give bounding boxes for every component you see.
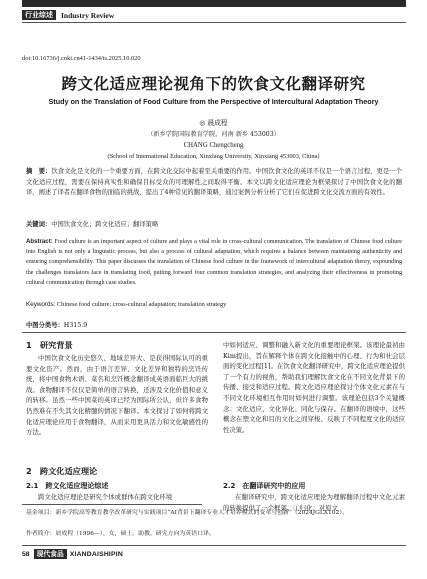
keywords-en-text: Chinese food culture; cross-cultural adaptation; translation strategy [56,301,227,308]
author-name-en: CHANG Chengcheng [183,142,244,149]
abstract-en [26,237,402,288]
author-affiliation-zh: （新乡学院国际教育学院，河南 新乡 453003） [147,131,280,138]
section-tag [22,10,114,20]
sec2-heading: 2 跨文化适应理论 [26,466,98,476]
header-rule [22,22,406,23]
author-affiliation-en: (School of International Education, Xinxiang University, Xinxiang 453003, China) [107,153,320,160]
title-en: Study on the Translation of Food Culture from the Perspective of Intercultural Adaptation Theory [48,97,379,106]
abstract-en-label: Abstract: [26,238,53,245]
doi: doi:10.16736/j.cnki.cn41-1434/ts.2025.10.020 [22,55,141,62]
clc-text: H315.9 [63,322,88,329]
footnote-rule [22,504,202,505]
abstract-zh-label: 摘 要： [26,168,52,175]
magazine-name: XIANDAISHIPIN [69,550,123,558]
title-zh: 跨文化适应理论视角下的饮食文化翻译研究 [61,75,366,93]
author-bio-footnote: 作者简介：晨成程（1996—），女，硕士，助教，研究方向为英语口译。 [26,531,215,537]
footer-rule [22,545,406,546]
fund-footnote: 基金项目：新乡学院高等教育教学改革研究与实践项目“AI背景下翻译专业人才培养模式的变革与创新”（2024JGLX102）。 [26,510,349,516]
page-number: 58 [22,550,30,558]
right-paragraph-1: 中如何适应、调整和融入新文化的重要理论框架。该理论最初由Kim提出，旨在解释个体在跨文化接触中的心理、行为和社会层面的变化过程[1]。在饮食文化翻译研究中，跨文化适应理论提供了一个有力的视角，帮助我们理解饮食文化在不同文化背景下的传播、接受和适应过程。跨文化适应理论探讨个体文化元素在与不同文化环境相互作用时如何进行调整。该理论包括3个关键概念：文化适应、文化异化、同化与保存。在翻译的语境中，这些概念在塑文化和目的文化之间穿梭、反映了不同程度文化的适应性决策。 [223,341,405,434]
keywords-zh [26,220,402,231]
top-bar [22,0,406,7]
abstract-zh [26,167,402,199]
right-paragraph-2: 在翻译研究中，跨文化适应理论为理解翻译过程中文化元素的转换提供了一个框架。①归化：对原文 [223,493,405,512]
sec21-heading: 2.1 跨文化适应理论综述 [26,482,109,490]
abstract-en-text: Food culture is an important aspect of culture and plays a vital role in cross-cultural communication. The translation of Chinese food culture into English is not only a linguistic process, but also a process of cultural adaptation, which requires a balance between maintaining authenticity and ensuring comprehensibility. This paper discusses the translation of Chinese food culture in the framework of intercultural adaptation theory, expounding the challenges translators face in translating food, putting forward four common translation strategies, and analyzing their effectiveness in promoting cultural communication through case studies. [26,239,402,286]
page-footer [22,549,123,559]
clc-number [26,320,87,329]
author-name-zh: ◎ 晨成程 [199,119,228,127]
keywords-zh-label: 关键词： [26,221,52,228]
section-tag-zh: 行业综述 [22,10,56,20]
sec1-heading: 1 研究背景 [26,340,73,350]
clc-label: 中图分类号： [26,322,64,329]
keywords-en [26,300,402,311]
sec21-paragraph: 跨文化适应理论是研究个体或群体在跨文化环境 [38,493,173,501]
abstract-zh-text: 饮食文化是文化的一个重要方面，在跨文化交际中起着至关重要的作用。中国饮食文化的英译不仅是一个语言过程，更是一个文化适应过程，需要在保持真实性和确保目标受众的可理解性之间取得平衡。本文以跨文化适应理论为框架探讨了中国饮食文化的翻译，阐述了译者在翻译食物的面临的挑战，提出了4种常见的翻译策略，通过案例分析分析了它们在促进跨文化交流方面的有效性。 [26,168,403,196]
abstract-rule [22,332,406,333]
section-tag-en: Industry Review [61,10,115,20]
sec22-heading: 2.2 在翻译研究中的应用 [223,482,306,490]
sec1-paragraph: 中国饮食文化历史悠久、地域差异大、是获得国际认可的重要文化资产。然而，由于语言差异、文化差异和独特的烹饪传统，将中国食物术语、菜名和烹饪概念翻译成英语面临巨大的挑战。食物翻译不仅仅是简单的语言转换，还涉及文化价值和意义的转移。虽然一些中国菜的英译已经为国际所公认，但许多食物仍然难在不失其文化精髓的情况下翻译。本文探讨了如何将跨文化适应理论应用于食物翻译，从而采用更具活力和文化敏感性的方法。 [26,354,208,437]
keywords-zh-text: 中国饮食文化；跨文化适应；翻译策略 [51,221,159,228]
magazine-badge: 现代食品 [34,549,67,559]
keywords-en-label: Keywords: [26,301,56,308]
